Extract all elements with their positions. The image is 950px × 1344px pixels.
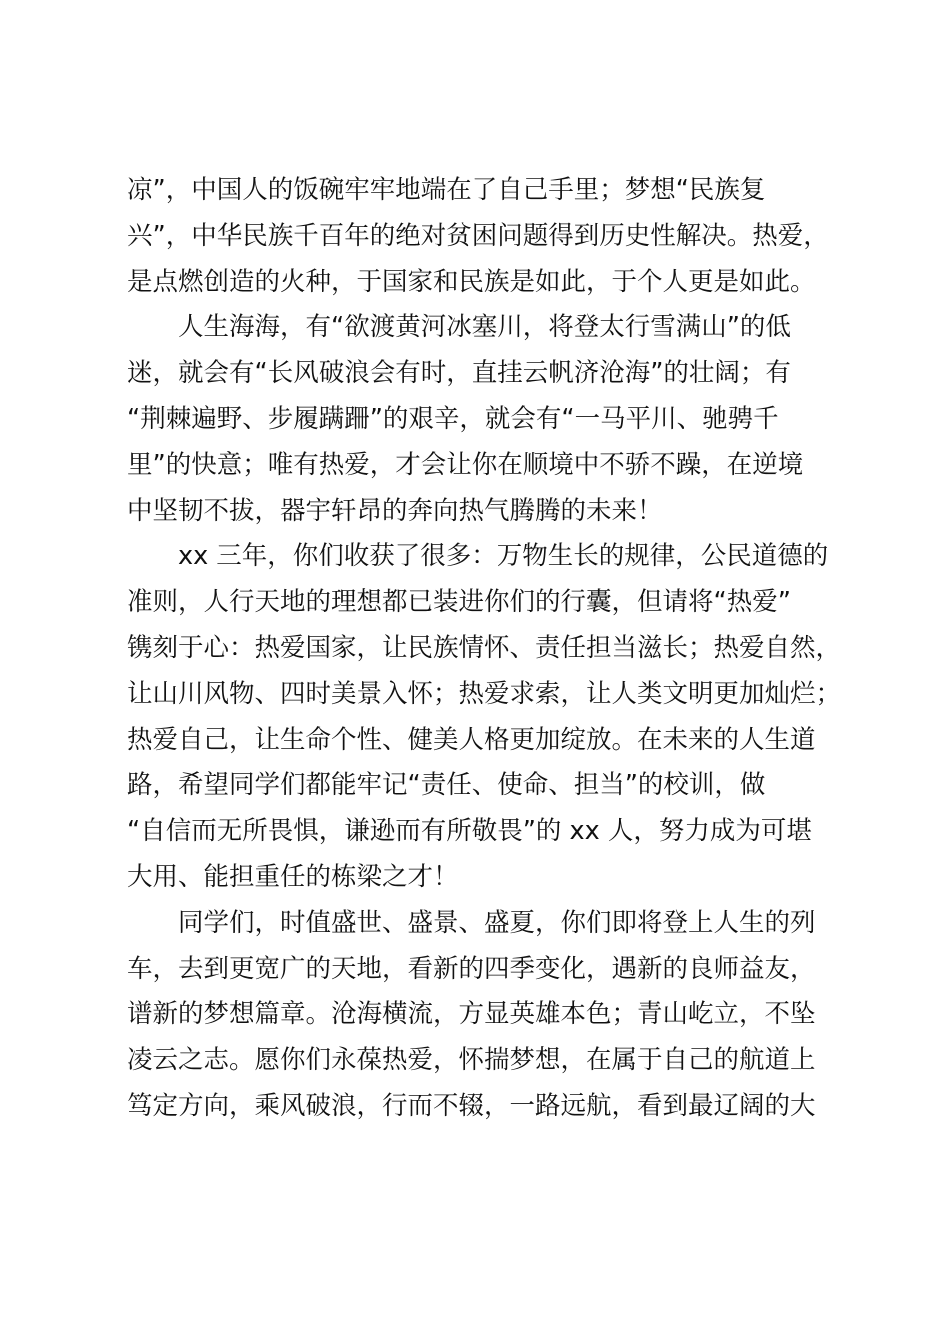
body-text — [127, 168, 853, 1130]
text-line: 是点燃创造的火种，于国家和民族是如此，于个人更是如此。 — [127, 266, 816, 297]
text-line: 同学们，时值盛世、盛景、盛夏，你们即将登上人生的列 — [127, 907, 816, 938]
text-line: 路，希望同学们都能牢记“责任、使命、担当”的校训，做 — [127, 770, 766, 801]
text-line: 准则，人行天地的理想都已装进你们的行囊，但请将“热爱” — [127, 587, 791, 618]
text-line: 凉”，中国人的饭碗牢牢地端在了自己手里；梦想“民族复 — [127, 175, 766, 205]
text-line: 镌刻于心：热爱国家，让民族情怀、责任担当滋长；热爱自然， — [127, 632, 842, 663]
text-line: 大用、能担重任的栋梁之才！ — [127, 861, 459, 892]
text-line: 让山川风物、四时美景入怀；热爱求索，让人类文明更加灿烂； — [127, 678, 842, 709]
text-line: 兴”，中华民族千百年的绝对贫困问题得到历史性解决。热爱， — [127, 220, 829, 251]
text-line: 中坚韧不拔，器宇轩昂的奔向热气腾腾的未来！ — [127, 495, 663, 526]
text-line: “自信而无所畏惧，谦逊而有所敬畏”的 xx 人，努力成为可堪 — [127, 816, 812, 847]
text-line: 人生海海，有“欲渡黄河冰塞川，将登太行雪满山”的低 — [127, 312, 791, 343]
text-line: 笃定方向，乘风破浪，行而不辍，一路远航，看到最辽阔的大 — [127, 1090, 816, 1121]
text-line: 里”的快意；唯有热爱，才会让你在顺境中不骄不躁，在逆境 — [127, 449, 804, 480]
text-line: xx 三年，你们收获了很多：万物生长的规律，公民道德的 — [127, 541, 829, 572]
text-line: 迷，就会有“长风破浪会有时，直挂云帆济沧海”的壮阔；有 — [127, 358, 791, 389]
text-line: 凌云之志。愿你们永葆热爱，怀揣梦想，在属于自己的航道上 — [127, 1045, 816, 1076]
text-line: “荆棘遍野、步履蹒跚”的艰辛，就会有“一马平川、驰骋千 — [127, 403, 779, 434]
text-line: 谱新的梦想篇章。沧海横流，方显英雄本色；青山屹立，不坠 — [127, 999, 816, 1030]
text-line: 热爱自己，让生命个性、健美人格更加绽放。在未来的人生道 — [127, 724, 816, 755]
text-line: 车，去到更宽广的天地，看新的四季变化，遇新的良师益友， — [127, 953, 816, 984]
